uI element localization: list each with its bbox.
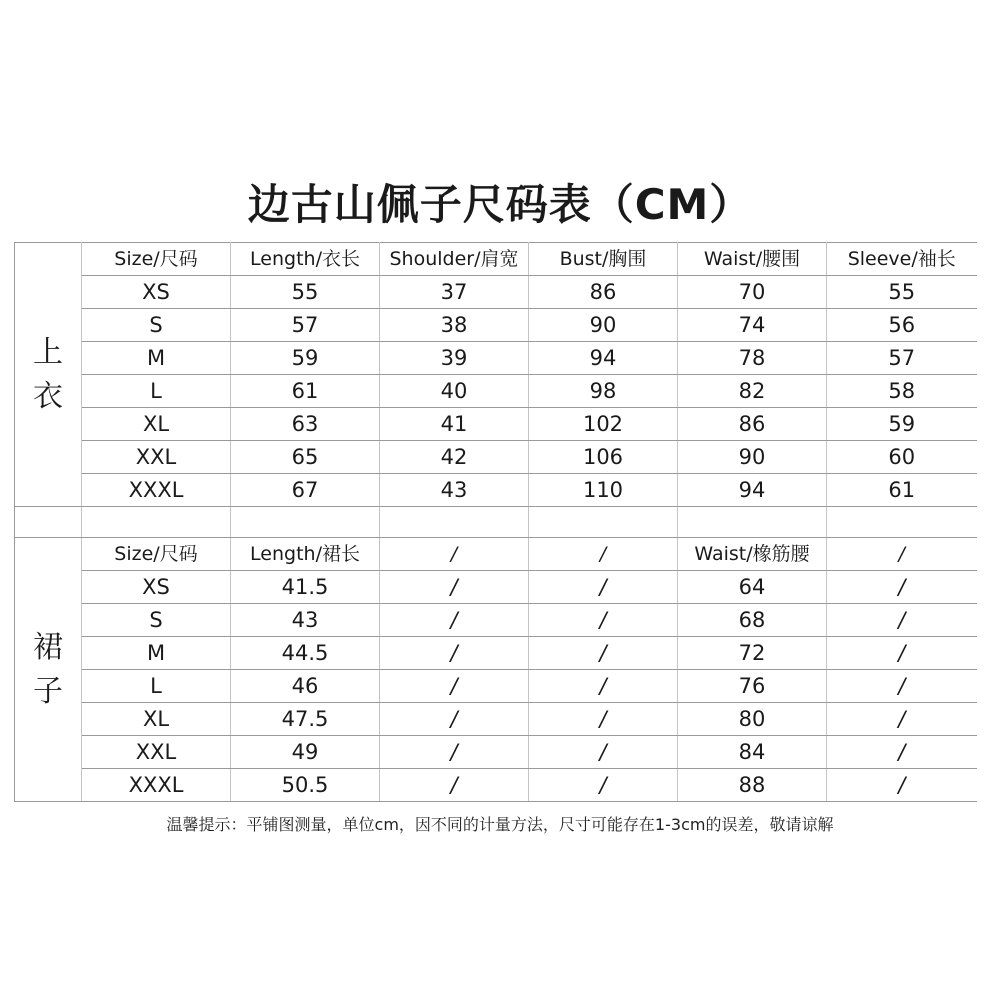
- tops-header-waist: Waist/腰围: [678, 243, 827, 276]
- tops-cell: 59: [827, 408, 977, 441]
- tops-cell: 38: [380, 309, 529, 342]
- tops-row: [15, 408, 977, 441]
- tops-row: [15, 441, 977, 474]
- skirt-cell: /: [529, 571, 678, 604]
- skirt-row: [15, 769, 977, 802]
- tops-cell: 86: [529, 276, 678, 309]
- tops-row: [15, 375, 977, 408]
- tops-row: [15, 474, 977, 507]
- tops-cell: M: [82, 342, 231, 375]
- tops-cell: 78: [678, 342, 827, 375]
- skirt-header-row: [15, 538, 977, 571]
- skirt-row: [15, 736, 977, 769]
- tops-cell: 61: [231, 375, 380, 408]
- tops-cell: 59: [231, 342, 380, 375]
- tops-cell: 55: [827, 276, 977, 309]
- tops-cell: 57: [827, 342, 977, 375]
- tops-header-size: Size/尺码: [82, 243, 231, 276]
- skirt-cell: 72: [678, 637, 827, 670]
- tops-header-bust: Bust/胸围: [529, 243, 678, 276]
- tops-header-length: Length/衣长: [231, 243, 380, 276]
- tops-cell: XL: [82, 408, 231, 441]
- tops-cell: 94: [678, 474, 827, 507]
- skirt-cell: /: [529, 769, 678, 802]
- page-title: 边古山佩子尺码表（CM）: [247, 180, 753, 229]
- skirt-cell: XL: [82, 703, 231, 736]
- spacer-cell: [231, 507, 380, 538]
- skirt-cell: XXL: [82, 736, 231, 769]
- skirt-cell: 44.5: [231, 637, 380, 670]
- skirt-label-line2: 子: [33, 673, 63, 709]
- skirt-cell: 64: [678, 571, 827, 604]
- spacer-row: [15, 507, 977, 538]
- skirt-cell: /: [827, 637, 977, 670]
- tops-cell: 56: [827, 309, 977, 342]
- tops-cell: 106: [529, 441, 678, 474]
- tops-cell: 41: [380, 408, 529, 441]
- tops-cell: XXXL: [82, 474, 231, 507]
- measurement-note: 温馨提示：平铺图测量，单位cm，因不同的计量方法，尺寸可能存在1-3cm的误差，敬请谅解: [166, 815, 834, 834]
- tops-cell: 94: [529, 342, 678, 375]
- skirt-cell: /: [827, 703, 977, 736]
- spacer-cell: [827, 507, 977, 538]
- skirt-cell: /: [827, 736, 977, 769]
- skirt-cell: 47.5: [231, 703, 380, 736]
- skirt-cell: /: [529, 670, 678, 703]
- tops-cell: 102: [529, 408, 678, 441]
- skirt-cell: /: [827, 604, 977, 637]
- skirt-cell: /: [380, 670, 529, 703]
- skirt-header-blank: /: [380, 538, 529, 571]
- skirt-section-label: [15, 538, 82, 802]
- skirt-cell: /: [827, 769, 977, 802]
- tops-cell: 61: [827, 474, 977, 507]
- tops-row: [15, 342, 977, 375]
- skirt-cell: XS: [82, 571, 231, 604]
- skirt-cell: M: [82, 637, 231, 670]
- skirt-header-waist: Waist/橡筋腰: [678, 538, 827, 571]
- skirt-cell: /: [380, 637, 529, 670]
- tops-cell: 40: [380, 375, 529, 408]
- skirt-cell: 76: [678, 670, 827, 703]
- skirt-cell: /: [827, 670, 977, 703]
- tops-cell: 58: [827, 375, 977, 408]
- tops-cell: 82: [678, 375, 827, 408]
- spacer-cell: [529, 507, 678, 538]
- skirt-header-blank: /: [529, 538, 678, 571]
- skirt-cell: /: [827, 571, 977, 604]
- tops-cell: 37: [380, 276, 529, 309]
- tops-header-row: [15, 243, 977, 276]
- skirt-cell: /: [380, 736, 529, 769]
- tops-section-label: [15, 243, 82, 507]
- skirt-label-line1: 裙: [33, 629, 63, 665]
- skirt-cell: S: [82, 604, 231, 637]
- tops-label-line1: 上: [33, 334, 63, 370]
- size-chart-table: [14, 242, 977, 802]
- tops-cell: 86: [678, 408, 827, 441]
- tops-cell: 70: [678, 276, 827, 309]
- tops-cell: 55: [231, 276, 380, 309]
- tops-header-sleeve: Sleeve/袖长: [827, 243, 977, 276]
- skirt-cell: 88: [678, 769, 827, 802]
- skirt-cell: /: [380, 769, 529, 802]
- tops-cell: 57: [231, 309, 380, 342]
- tops-cell: 63: [231, 408, 380, 441]
- skirt-cell: 49: [231, 736, 380, 769]
- skirt-cell: 68: [678, 604, 827, 637]
- skirt-row: [15, 637, 977, 670]
- skirt-row: [15, 571, 977, 604]
- skirt-cell: /: [380, 604, 529, 637]
- spacer-cell: [380, 507, 529, 538]
- skirt-header-length: Length/裙长: [231, 538, 380, 571]
- tops-header-shoulder: Shoulder/肩宽: [380, 243, 529, 276]
- tops-cell: 65: [231, 441, 380, 474]
- tops-cell: 39: [380, 342, 529, 375]
- skirt-cell: /: [529, 604, 678, 637]
- tops-cell: 74: [678, 309, 827, 342]
- tops-label-line2: 衣: [33, 378, 63, 414]
- skirt-cell: /: [529, 703, 678, 736]
- spacer-cell: [82, 507, 231, 538]
- tops-row: [15, 276, 977, 309]
- skirt-row: [15, 703, 977, 736]
- tops-cell: 110: [529, 474, 678, 507]
- skirt-cell: 46: [231, 670, 380, 703]
- spacer-cell: [15, 507, 82, 538]
- tops-cell: XS: [82, 276, 231, 309]
- tops-cell: 42: [380, 441, 529, 474]
- tops-cell: 60: [827, 441, 977, 474]
- skirt-cell: 41.5: [231, 571, 380, 604]
- tops-row: [15, 309, 977, 342]
- skirt-row: [15, 604, 977, 637]
- skirt-cell: /: [380, 703, 529, 736]
- tops-cell: S: [82, 309, 231, 342]
- tops-cell: 90: [678, 441, 827, 474]
- skirt-cell: 84: [678, 736, 827, 769]
- skirt-cell: 50.5: [231, 769, 380, 802]
- skirt-header-size: Size/尺码: [82, 538, 231, 571]
- skirt-cell: L: [82, 670, 231, 703]
- skirt-cell: /: [380, 571, 529, 604]
- skirt-cell: XXXL: [82, 769, 231, 802]
- skirt-cell: /: [529, 637, 678, 670]
- tops-cell: L: [82, 375, 231, 408]
- skirt-header-blank: /: [827, 538, 977, 571]
- skirt-row: [15, 670, 977, 703]
- skirt-cell: 43: [231, 604, 380, 637]
- tops-cell: 43: [380, 474, 529, 507]
- tops-cell: 67: [231, 474, 380, 507]
- tops-cell: 98: [529, 375, 678, 408]
- tops-cell: 90: [529, 309, 678, 342]
- skirt-cell: /: [529, 736, 678, 769]
- tops-cell: XXL: [82, 441, 231, 474]
- spacer-cell: [678, 507, 827, 538]
- skirt-cell: 80: [678, 703, 827, 736]
